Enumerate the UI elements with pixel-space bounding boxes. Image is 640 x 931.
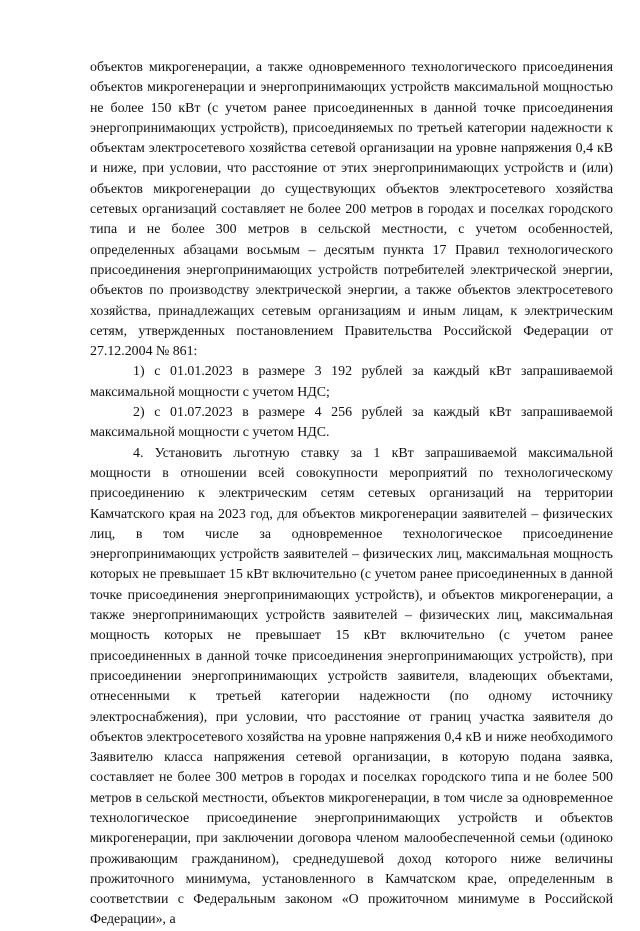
document-page bbox=[90, 58, 613, 931]
paragraph-continuation: объектов микрогенерации, а также одновременного технологического присоединения объектов микрогенерации и энергопринимающих устройств максимальной мощностью не более 150 кВт (с учетом ранее присоединенных в данной точке присоединения энергопринимающих устройств), присоединяемых по третьей категории надежности к объектам электросетевого хозяйства сетевой организации на уровне напряжения 0,4 кВ и ниже, при условии, что расстояние от этих энергопринимающих устройств и (или) объектов микрогенерации до существующих объектов электросетевого хозяйства сетевых организаций составляет не более 200 метров в городах и поселках городского типа и не более 300 метров в сельской местности, с учетом особенностей, определенных абзацами восьмым – десятым пункта 17 Правил технологического присоединения энергопринимающих устройств потребителей электрической энергии, объектов по производству электрической энергии, а также объектов электросетевого хозяйства, принадлежащих сетевым организациям и иным лицам, к электрическим сетям, утвержденных постановлением Правительства Российской Федерации от 27.12.2004 № 861: bbox=[90, 60, 613, 360]
paragraph-item-1: 1) с 01.01.2023 в размере 3 192 рублей за каждый кВт запрашиваемой максимальной мощности с учетом НДС; bbox=[90, 364, 613, 400]
paragraph-section-4: 4. Установить льготную ставку за 1 кВт запрашиваемой максимальной мощности в отношении всей совокупности мероприятий по технологическому присоединению к электрическим сетям сетевых организаций на территории Камчатского края на 2023 год, для объектов микрогенерации заявителей – физических лиц, в том числе за одновременное технологическое присоединение энергопринимающих устройств заявителей – физических лиц, максимальная мощность которых не превышает 15 кВт включительно (с учетом ранее присоединенных в данной точке присоединения энергопринимающих устройств), и объектов микрогенерации, а также энергопринимающих устройств заявителей – физических лиц, максимальная мощность которых не превышает 15 кВт включительно (с учетом ранее присоединенных в данной точке присоединения энергопринимающих устройств), при присоединении энергопринимающих устройств заявителя, владеющих объектами, отнесенными к третьей категории надежности (по одному источнику электроснабжения), при условии, что расстояние от границ участка заявителя до объектов электросетевого хозяйства на уровне напряжения 0,4 кВ и ниже необходимого Заявителю класса напряжения сетевой организации, в которую подана заявка, составляет не более 300 метров в городах и поселках городского типа и не более 500 метров в сельской местности, объектов микрогенерации, в том числе за одновременное технологическое присоединение энергопринимающих устройств и объектов микрогенерации, при заключении договора членом малообеспеченной семьи (одиноко проживающим гражданином), среднедушевой доход которого ниже величины прожиточного минимума, установленного в Камчатском крае, определенным в соответствии с Федеральным законом «О прожиточном минимуме в Российской Федерации», а bbox=[90, 445, 613, 928]
paragraph-item-2: 2) с 01.07.2023 в размере 4 256 рублей за каждый кВт запрашиваемой максимальной мощности с учетом НДС. bbox=[90, 405, 613, 441]
